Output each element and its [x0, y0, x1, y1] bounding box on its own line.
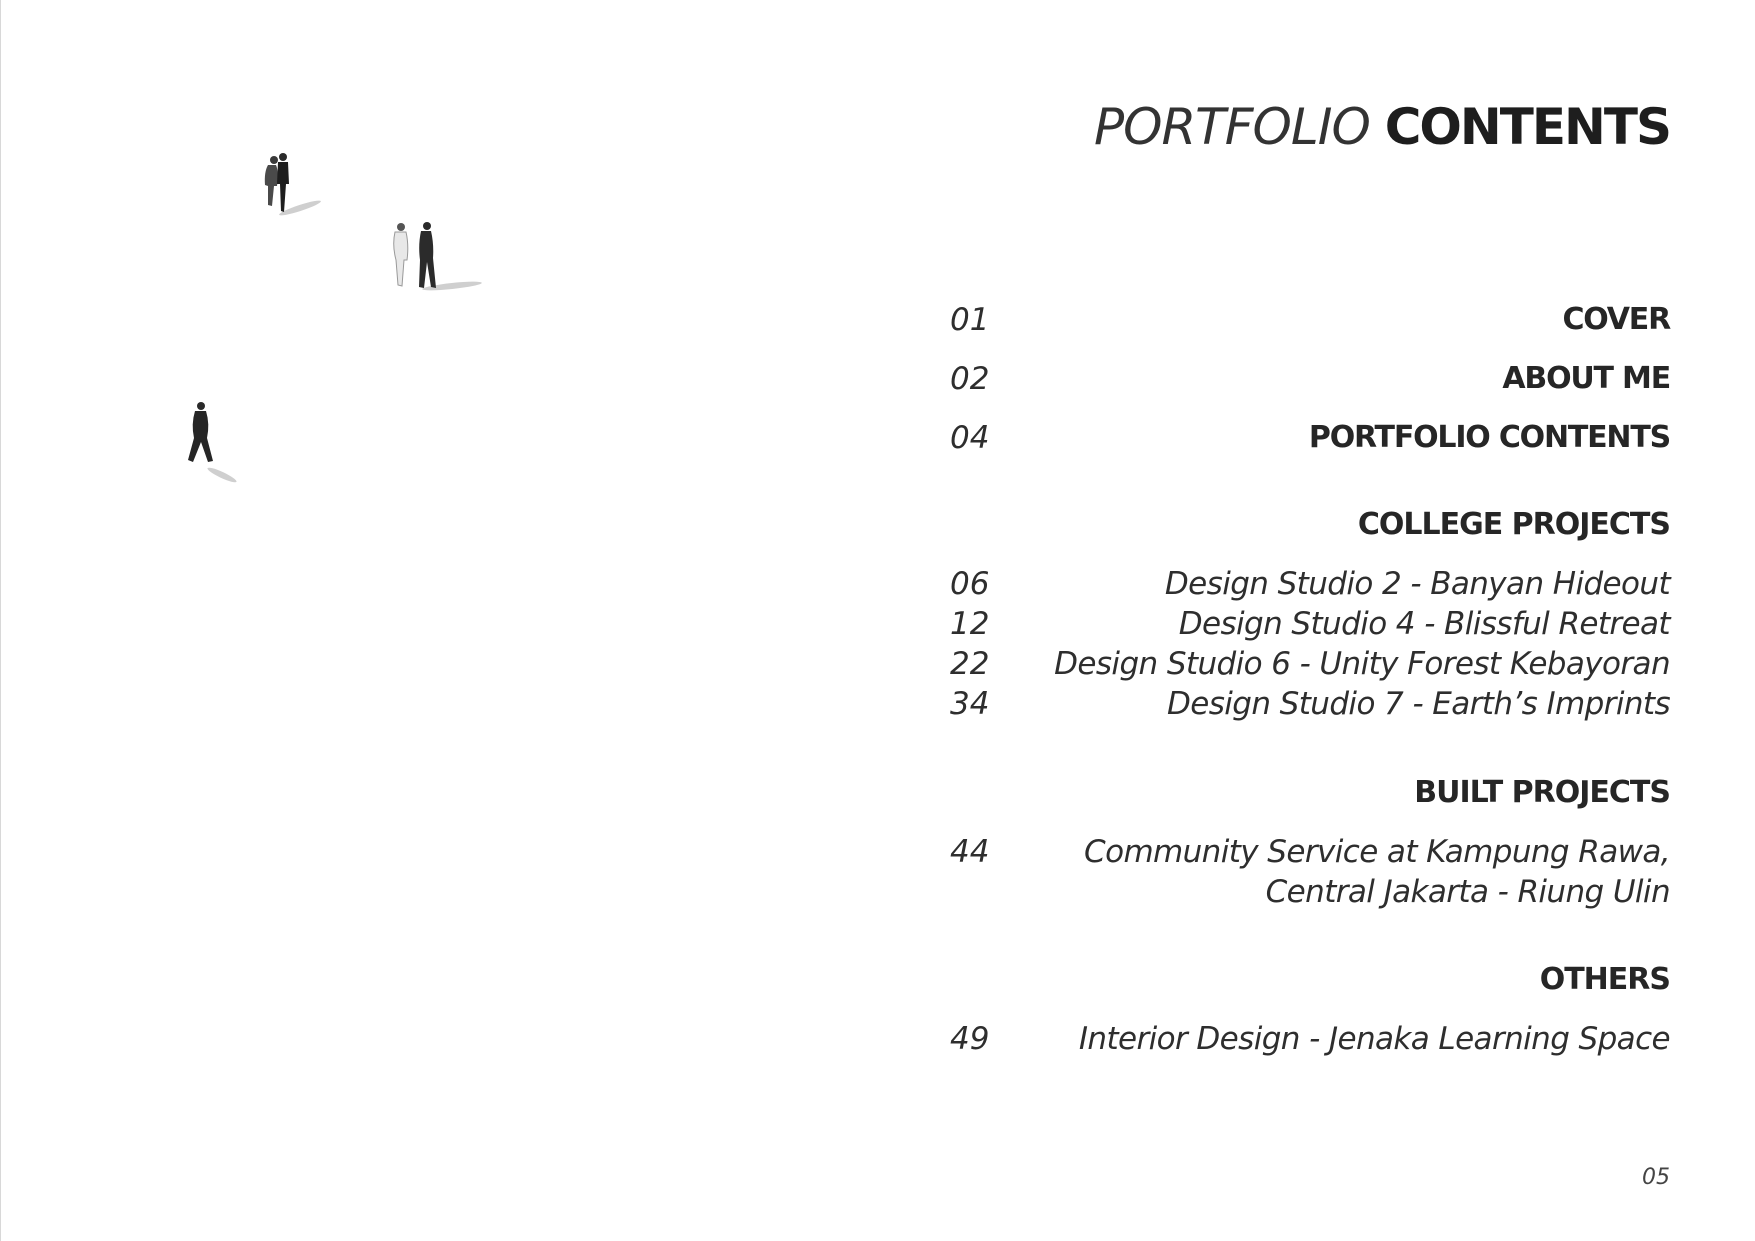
section-heading-others [950, 962, 1670, 1002]
toc-page-number: 49 [950, 1021, 990, 1057]
toc-label: Design Studio 2 - Banyan Hideout [1164, 566, 1670, 602]
toc-label: PORTFOLIO CONTENTS [1308, 420, 1670, 455]
section-heading: BUILT PROJECTS [1414, 775, 1670, 810]
section-heading: OTHERS [1539, 962, 1670, 997]
toc-label-line-1: Community Service at Kampung Rawa, [1084, 834, 1670, 870]
people-pair-1 [265, 153, 322, 218]
toc-label: Design Studio 6 - Unity Forest Kebayoran [1054, 646, 1670, 682]
toc-label-line-2: Central Jakarta - Riung Ulin [1265, 874, 1670, 910]
toc-page-number: 22 [950, 646, 990, 682]
toc-page-number: 06 [950, 566, 990, 602]
toc-page-number: 02 [950, 361, 990, 397]
toc-label: Interior Design - Jenaka Learning Space [1078, 1021, 1670, 1057]
walking-people-illustration [0, 0, 520, 500]
toc-entry-about-me [950, 361, 1670, 401]
toc-entry [950, 834, 1670, 914]
toc-page-number: 12 [950, 606, 990, 642]
title-bold: CONTENTS [1384, 98, 1670, 156]
toc-page-number: 04 [950, 420, 990, 456]
toc-page-number: 44 [950, 834, 990, 870]
toc-page-number: 01 [950, 302, 990, 338]
people-pair-2 [394, 222, 482, 292]
section-heading-built-projects [950, 775, 1670, 815]
toc-entry [950, 566, 1670, 606]
toc-entry [950, 686, 1670, 726]
walking-person [188, 402, 238, 484]
toc-entry [950, 646, 1670, 686]
section-heading: COLLEGE PROJECTS [1357, 507, 1670, 542]
section-heading-college-projects [950, 507, 1670, 547]
toc-label: ABOUT ME [1502, 361, 1670, 396]
toc-entry-portfolio-contents [950, 420, 1670, 460]
title-light: PORTFOLIO [1093, 98, 1370, 156]
toc-entry [950, 1021, 1670, 1061]
toc-label: Design Studio 7 - Earth’s Imprints [1166, 686, 1670, 722]
toc-page-number: 34 [950, 686, 990, 722]
page-title [1094, 98, 1670, 156]
page-number: 05 [1642, 1165, 1670, 1190]
toc-label: COVER [1562, 302, 1670, 337]
toc-label: Design Studio 4 - Blissful Retreat [1178, 606, 1670, 642]
toc-entry-cover [950, 302, 1670, 342]
toc-entry [950, 606, 1670, 646]
